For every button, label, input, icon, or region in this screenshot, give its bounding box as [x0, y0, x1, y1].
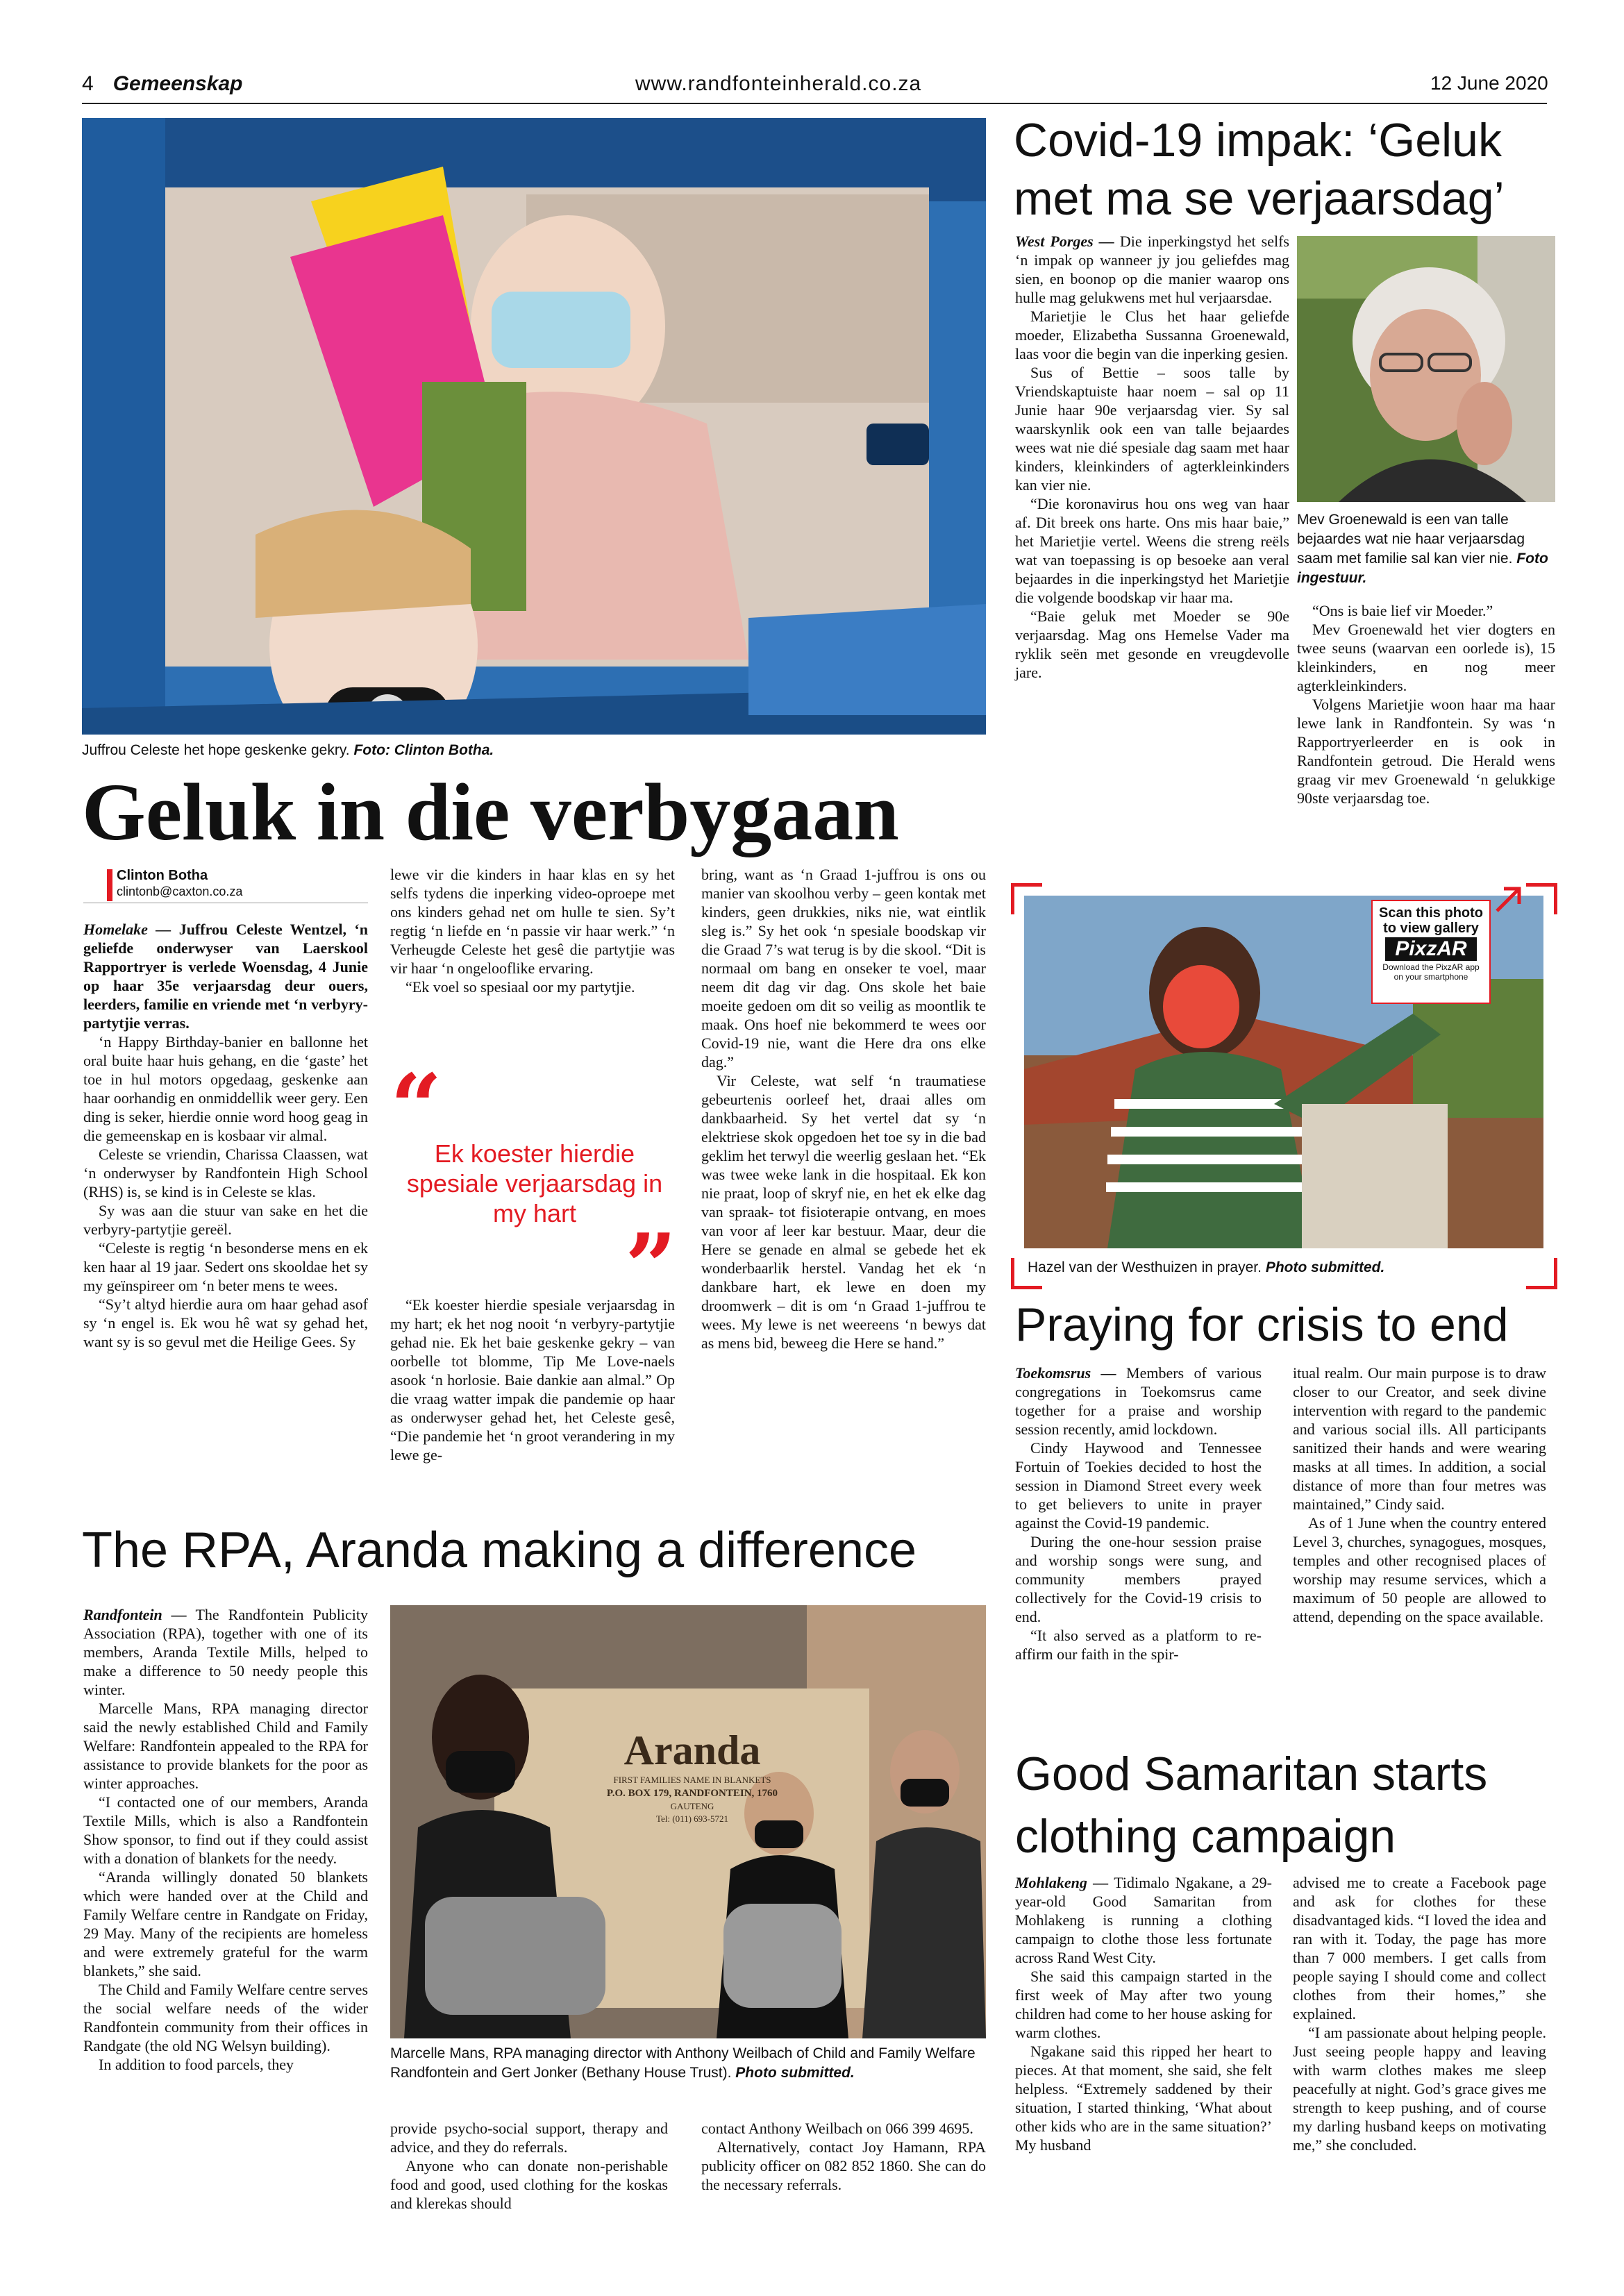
paragraph: Alternatively, contact Joy Hamann, RPA publicity officer on 082 852 1860. She can do the necessary referrals. — [701, 2138, 986, 2193]
paragraph: Ngakane said this ripped her heart to pieces. At that moment, she said, she felt helpless. “Extremely saddened by their situation, I started thinking, ‘What about other kids who are in the same situation?’ My husband — [1015, 2043, 1272, 2154]
page-number: 4 — [82, 72, 94, 95]
geluk-column-1 — [83, 920, 368, 1351]
prayer-photo-caption — [1028, 1258, 1527, 1277]
praying-column-1 — [1015, 1364, 1262, 1664]
paragraph: The Child and Family Welfare centre serves the social welfare needs of the wider Randfontein community from their offices in Randgate (the old NG Welsyn building). — [83, 1981, 368, 2054]
scan-note: Download the PixzAR app on your smartphone — [1382, 962, 1480, 982]
paragraph: Anyone who can donate non-perishable food and good, used clothing for the koskas and klerekas should — [390, 2157, 668, 2212]
caption-credit: Photo submitted. — [1265, 1259, 1385, 1275]
paragraph: Marcelle Mans, RPA managing director said the newly established Child and Family Welfare: Randfontein appealed to the RPA for assistance to provide blankets for the poor as winter approaches. — [83, 1700, 368, 1792]
paragraph: Toekomsrus — Members of various congregations in Toekomsrus came together for a praise and worship session recently, amid lockdown. — [1015, 1364, 1262, 1438]
car-window-photo — [82, 118, 986, 735]
paragraph: lewe vir die kinders in haar klas en sy het selfs tydens die inperking video-oproepe met ons kinders gehad net om hulle te sien. Sy’t regtig ‘n liefde en ‘n passie vir haar werk.” ‘n Verheugde Celeste het gesê die partytjie was vir haar ‘n ongelooflike ervaring. — [390, 866, 675, 977]
paragraph: “Aranda willingly donated 50 blankets which were handed over at the Child and Family Welfare centre in Randgate on Friday, 29 May. Many of the recipients are homeless and were extremely grateful for the warm blankets,” she said. — [83, 1868, 368, 1979]
caption-text: Hazel van der Westhuizen in prayer. — [1028, 1259, 1262, 1275]
rpa-column-3 — [701, 2119, 986, 2194]
covid-column-1 — [1015, 232, 1289, 682]
geluk-lead: Homelake — Juffrou Celeste Wentzel, ‘n geliefde onderwyser van Laerskool Rapportryer is verlede Woensdag, 4 Junie op haar 35e verjaarsdag deur ouers, leerders, familie en vriende met ‘n verbyry-partytjie verras. — [83, 921, 368, 1032]
website-url[interactable]: www.randfonteinherald.co.za — [635, 72, 922, 95]
paragraph: She said this campaign started in the first week of May after two young children had come to her house asking for warm clothes. — [1015, 1968, 1272, 2041]
samaritan-column-1 — [1015, 1873, 1272, 2154]
issue-date: 12 June 2020 — [1430, 72, 1548, 94]
paragraph: Randfontein — The Randfontein Publicity Association (RPA), together with one of its members, Aranda Textile Mills, helped to make a difference to 50 needy people this winter. — [83, 1606, 368, 1698]
paragraph: Mohlakeng — Tidimalo Ngakane, a 29-year-old Good Samaritan from Mohlakeng is running a clothing campaign to clothe those less fortunate across Rand West City. — [1015, 1874, 1272, 1966]
paragraph: ‘n Happy Birthday-banier en ballonne het oral buite haar huis gehang, en die ‘gaste’ het toe in hul motors opgedaag, geskenke aan haar oorhandig en onmiddellik weer gery. Een ding is seker, hierdie onnie word hoog geag in die gemeenskap en is kosbaar vir almal. — [83, 1033, 368, 1144]
pixzar-logo: PixzAR — [1385, 937, 1477, 961]
rpa-column-2 — [390, 2119, 668, 2213]
caption-text: Juffrou Celeste het hope geskenke gekry. — [82, 742, 350, 758]
caption-credit: Foto: Clinton Botha. — [353, 742, 494, 758]
paragraph: advised me to create a Facebook page and ask for clothes for these disadvantaged kids. “I loved the idea and ran with it. Today, the page has more than 7 000 members. I get calls from people saying I should come and collect clothes from their homes,” she explained. — [1293, 1874, 1546, 2022]
box-line: GAUTENG — [670, 1801, 714, 1811]
samaritan-headline: Good Samaritan starts clothing campaign — [1015, 1748, 1488, 1863]
aranda-brand: Aranda — [623, 1727, 761, 1773]
geluk-column-2-top — [390, 865, 675, 996]
rpa-photo-caption — [390, 2044, 986, 2083]
arrow-up-right-icon — [1491, 883, 1525, 916]
box-line: FIRST FAMILIES NAME IN BLANKETS — [613, 1775, 771, 1785]
box-line: P.O. BOX 179, RANDFONTEIN, 1760 — [606, 1788, 778, 1799]
paragraph: “Baie geluk met Moeder se 90e verjaarsdag. Mag ons Hemelse Vader ma ryklik seën met gesonde en vreugdevolle jare. — [1015, 607, 1289, 681]
caption-text: Mev Groenewald is een van talle bejaardes wat nie haar verjaarsdag saam met familie sal kan vier nie. — [1297, 512, 1525, 567]
paragraph: Cindy Haywood and Tennessee Fortuin of Toekies decided to host the session in Diamond Street every week to get believers to unite in prayer against the Covid-19 pandemic. — [1015, 1439, 1262, 1532]
aranda-box-print — [581, 1727, 803, 1825]
covid-column-2 — [1297, 601, 1555, 807]
paragraph: “It also served as a platform to re-affirm our faith in the spir- — [1015, 1627, 1262, 1663]
blanket-handover-photo — [390, 1605, 986, 2038]
samaritan-column-2 — [1293, 1873, 1546, 2154]
paragraph: Vir Celeste, wat self ‘n traumatiese gebeurtenis oorleef het, draai alles om dankbaarheid. Sy het vertel dat sy ‘n elektriese skok opgedoen het toe sy in die bad geklim het terwyl die weerlig geslaan het. “Ek was twee weke lank in die hospitaal. Ek kon nie praat, loop of skryf nie, en het ek elke dag van spraak- tot fisioterapie ontvang, en moes van voor af leer kar bestuur. Maar, deur die Here se genade en almal se gebede het ek wonderbaarlik herstel. Vandag het ek ‘n dankbare hart, ek lewe en doen my droomwerk – dit is om ‘n Graad 1-juffrou te wees. My lewe is net weereens ‘n bewys dat as mens bid, beweeg die Here se hand.” — [701, 1072, 986, 1352]
paragraph: “Celeste is regtig ‘n besonderse mens en ek ken haar al 19 jaar. Sedert ons skooldae het sy my geïnspireer om ‘n beter mens te wees. — [83, 1239, 368, 1294]
paragraph: During the one-hour session praise and worship songs were sung, and community members prayed collectively for the Covid-19 crisis to end. — [1015, 1533, 1262, 1625]
covid-photo-caption — [1297, 510, 1555, 588]
paragraph: itual realm. Our main purpose is to draw closer to our Creator, and seek divine intervention with regard to the pandemic and various social ills. All participants sanitized their hands and were wearing masks at all times. In addition, a social distance of more than four metres was maintained,” Cindy said. — [1293, 1364, 1546, 1513]
byline-name: Clinton Botha — [117, 868, 208, 883]
paragraph: “Ons is baie lief vir Moeder.” — [1312, 602, 1493, 619]
byline-email[interactable]: clintonb@caxton.co.za — [117, 885, 243, 898]
geluk-photo-caption — [82, 741, 986, 760]
header-rule — [82, 103, 1547, 104]
paragraph: As of 1 June when the country entered Level 3, churches, synagogues, mosques, temples and other recognised places of worship may resume services, which a maximum of 50 people are allowed to attend, depending on the space available. — [1293, 1514, 1546, 1625]
praying-headline: Praying for crisis to end — [1015, 1298, 1509, 1351]
frame-corner-br — [1526, 1258, 1557, 1289]
paragraph: “Ek voel so spesiaal oor my partytjie. — [405, 978, 635, 996]
paragraph: provide psycho-social support, therapy and advice, and they do referrals. — [390, 2120, 668, 2156]
covid-headline: Covid-19 impak: ‘Geluk met ma se verjaarsdag’ — [1014, 114, 1505, 225]
page-header-left — [82, 72, 242, 96]
paragraph: “I contacted one of our members, Aranda Textile Mills, which is also a Randfontein Show sponsor, to find out if they could assist with a donation of blankets for the needy. — [83, 1793, 368, 1867]
geluk-headline: Geluk in die verbygaan — [82, 766, 899, 857]
geluk-column-3 — [701, 865, 986, 1352]
open-quote-icon: “ — [390, 1054, 442, 1160]
paragraph: West Porges — Die inperkingstyd het selfs ‘n impak op wanneer jy jou geliefdes mag sien, en boonop op die manier waarop ons hulle mag gelukwens met hul verjaarsdae. — [1015, 233, 1289, 306]
rpa-headline: The RPA, Aranda making a difference — [82, 1523, 917, 1578]
elderly-woman-photo — [1297, 236, 1555, 502]
paragraph: “Sy’t altyd hierdie aura om haar gehad asof sy ‘n engel is. Ek wou hê wat sy gehad het, want sy is so gevul met die Heilige Gees. Sy — [83, 1296, 368, 1350]
paragraph: Marietjie le Clus het haar geliefde moeder, Elizabetha Sussanna Groenewald, laas voor die begin van die inperking gesien. — [1015, 308, 1289, 362]
paragraph: Volgens Marietjie woon haar ma haar lewe lank in Randfontein. Sy was ‘n Rapportryerleerder en is ook in Randfontein getroud. Die Herald wens graag vir mev Groenewald ‘n gelukkige 90ste verjaarsdag toe. — [1297, 696, 1555, 807]
caption-text: Marcelle Mans, RPA managing director with Anthony Weilbach of Child and Family Welfare Randfontein and Gert Jonker (Bethany House Trust). — [390, 2045, 976, 2081]
paragraph: contact Anthony Weilbach on 066 399 4695. — [701, 2120, 973, 2137]
caption-credit: Foto ingestuur. — [1297, 551, 1548, 586]
paragraph: In addition to food parcels, they — [99, 2056, 294, 2073]
paragraph: Mev Groenewald het vier dogters en twee seuns (waarvan een oorlede is), 15 kleinkinders, en nog meer agterkleinkinders. — [1297, 621, 1555, 694]
geluk-column-2-bottom — [390, 1296, 675, 1464]
paragraph: Sus of Bettie – soos talle by Vriendskaptuiste haar noem – sal op 11 Junie haar 90e verjaarsdag vier. Sy sal waarskynlik ook een van talle bejaardes wees wat nie dié spesiale dag saam met haar kinders, kleinkinders of agterkleinkinders kan vier nie. — [1015, 364, 1289, 494]
close-quote-icon: ” — [625, 1214, 677, 1320]
paragraph: Sy was aan die stuur van sake en het die verbyry-partytjie gereël. — [83, 1202, 368, 1238]
pixzar-scan-badge[interactable] — [1371, 900, 1491, 1004]
caption-credit: Photo submitted. — [735, 2065, 855, 2081]
paragraph: “Ek koester hierdie spesiale verjaarsdag in my hart; ek het nog nooit ‘n verbyry-partytjie gehad nie. Ek het baie geskenke gekry – van oorbelle tot blomme, Tip Me Love-naels asook ‘n horlosie. Baie dankie aan almal.” Op die vraag watter impak die pandemie op haar as onderwyser gehad het, het Celeste gesê, “Die pandemie het ‘n groot verandering in my lewe ge- — [390, 1296, 675, 1464]
pull-quote: Ek koester hierdie spesiale verjaarsdag in my hart — [406, 1139, 663, 1227]
scan-title: Scan this photo to view gallery — [1379, 905, 1483, 936]
rpa-column-1 — [83, 1605, 368, 2074]
section-name: Gemeenskap — [112, 72, 243, 95]
paragraph: “Die koronavirus hou ons weg van haar af. Dit breek ons harte. Ons mis haar baie,” het Marietjie vertel. Weens die streng reëls wat van toepassing is op besoeke aan veral bejaardes in die inperkingstyd het Marietjie die volgende boodskap vir haar ma. — [1015, 495, 1289, 606]
paragraph: bring, want as ‘n Graad 1-juffrou is ons ou manier van skoolhou verby – geen kontak met kinders, geen drukkies, niks nie, wat eintlik sleg is.” Sy het ook ‘n spesiale boodskap vir die Graad 7’s wat terug is by die skool. “Dit is normaal om bang en onseker te voel, maar neem dit dag vir dag. Ons skole het baie moeite gedoen om dit so veilig as moontlik te maak. Ons hoef nie bekommerd te wees oor Covid-19 nie, want die Here dra ons elke dag.” — [701, 866, 986, 1071]
praying-column-2 — [1293, 1364, 1546, 1626]
paragraph: Celeste se vriendin, Charissa Claassen, wat ‘n onderwyser by Randfontein High School (RHS) is, se kind is in Celeste se klas. — [83, 1146, 368, 1200]
byline-marker — [107, 869, 112, 901]
box-line: Tel: (011) 693-5721 — [655, 1813, 729, 1824]
paragraph: “I am passionate about helping people. Just seeing people happy and leaving with warm clothes makes me sleep peacefully at night. God’s grace gives me strength to keep pushing, and of course my darling husband keeps on motivating me,” she concluded. — [1293, 2024, 1546, 2154]
